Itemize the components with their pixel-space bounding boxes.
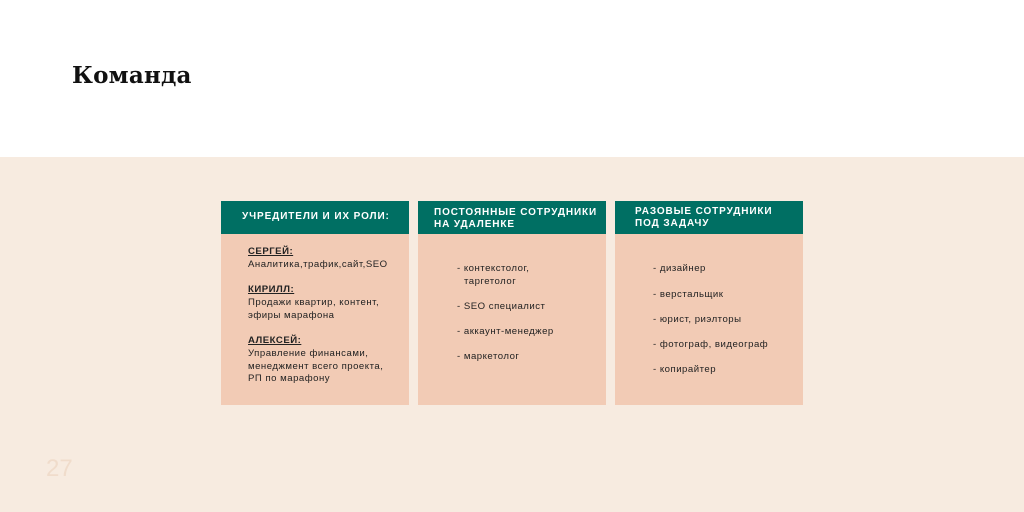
founder-aleksey [248, 335, 383, 386]
oneoff-header-line: ПОД ЗАДАЧУ [635, 218, 710, 229]
remote-card [418, 201, 606, 405]
founders-header-text: УЧРЕДИТЕЛИ И ИХ РОЛИ: [242, 211, 390, 222]
founder-sergey [248, 246, 388, 272]
list-item: - верстальщик [653, 289, 724, 300]
founder-role: РП по марафону [248, 373, 331, 384]
oneoff-header-line: РАЗОВЫЕ СОТРУДНИКИ [635, 206, 773, 217]
founder-role: менеджмент всего проекта, [248, 360, 384, 372]
list-item: - копирайтер [653, 364, 717, 375]
list-item: - дизайнер [653, 263, 706, 274]
list-item: - маркетолог [457, 351, 520, 362]
list-item [457, 263, 529, 288]
founder-kirill [248, 284, 379, 322]
founders-card-header [221, 201, 409, 234]
remote-header-line: ПОСТОЯННЫЕ СОТРУДНИКИ [434, 207, 598, 218]
list-item: - юрист, риэлторы [653, 314, 742, 325]
page-title: Команда [72, 62, 192, 89]
oneoff-card-header [615, 201, 803, 234]
list-item: - фотограф, видеограф [653, 339, 769, 350]
list-item-line: таргетолог [464, 275, 517, 287]
remote-card-header [418, 201, 606, 234]
founder-role: Управление финансами, [248, 348, 369, 359]
founder-name: СЕРГЕЙ: [248, 246, 294, 257]
list-item: - SEO специалист [457, 301, 546, 312]
oneoff-card [615, 201, 803, 405]
founder-role: Продажи квартир, контент, [248, 297, 380, 308]
remote-header-line: НА УДАЛЕНКЕ [434, 219, 515, 230]
founder-name: КИРИЛЛ: [248, 284, 295, 295]
founders-card [221, 201, 409, 405]
founder-role: эфиры марафона [248, 309, 335, 321]
page-number: 27 [46, 455, 73, 482]
list-item-line: - контекстолог, [457, 263, 530, 274]
founder-role: Аналитика,трафик,сайт,SEO [248, 259, 388, 270]
list-item: - аккаунт-менеджер [457, 326, 554, 337]
founder-name: АЛЕКСЕЙ: [248, 335, 302, 346]
